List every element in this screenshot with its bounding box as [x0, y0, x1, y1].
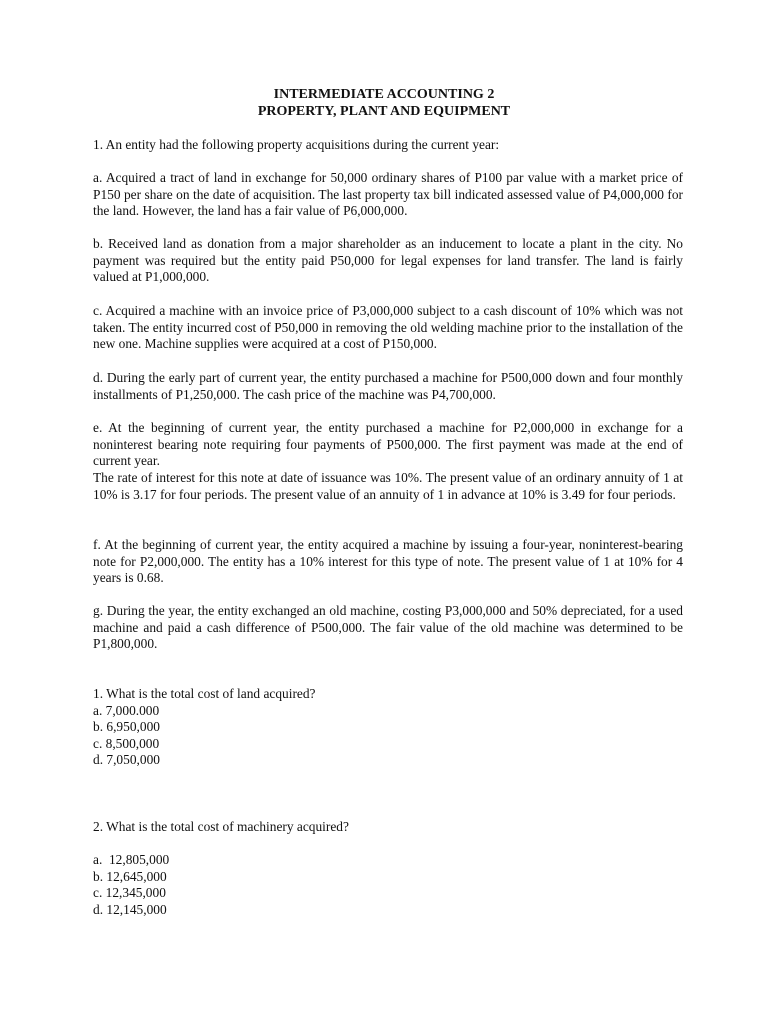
item-e-rate-paragraph: The rate of interest for this note at date of issuance was 10%. The present value of an ordinary annuity of 1 at 10% is 3.17 for four periods. The present value of an annuity of 1 in advance at 10% is 3.49 for four periods. — [93, 470, 683, 502]
q2-option-d: d. 12,145,000 — [93, 902, 167, 917]
item-c-paragraph: c. Acquired a machine with an invoice price of P3,000,000 subject to a cash discount of 10% which was not taken. The entity incurred cost of P50,000 in removing the old welding machine prior to the installation of the new one. Machine supplies were acquired at a cost of P150,000. — [93, 303, 683, 352]
intro-paragraph: 1. An entity had the following property acquisitions during the current year: — [93, 137, 500, 152]
q1-option-c: c. 8,500,000 — [93, 736, 160, 751]
q1-option-b: b. 6,950,000 — [93, 719, 160, 734]
item-f-paragraph: f. At the beginning of current year, the entity acquired a machine by issuing a four-year, noninterest-bearing note for P2,000,000. The entity has a 10% interest for this type of note. The present value of 1 at 10% for 4 years is 0.68. — [93, 537, 683, 586]
item-e-paragraph: e. At the beginning of current year, the entity purchased a machine for P2,000,000 in exchange for a noninterest bearing note requiring four payments of P500,000. The first payment was made at the end of current year. — [93, 420, 683, 469]
q2-option-c: c. 12,345,000 — [93, 885, 166, 900]
q1-option-a: a. 7,000.000 — [93, 703, 160, 718]
item-a-paragraph: a. Acquired a tract of land in exchange for 50,000 ordinary shares of P100 par value with a market price of P150 per share on the date of acquisition. The last property tax bill indicated assessed value of P4,000,000 for the land. However, the land has a fair value of P6,000,000. — [93, 170, 683, 219]
q2-option-a: a. 12,805,000 — [93, 852, 170, 867]
q1-option-d: d. 7,050,000 — [93, 752, 160, 767]
item-b-paragraph: b. Received land as donation from a major shareholder as an inducement to locate a plant in the city. No payment was required but the entity paid P50,000 for legal expenses for land transfer. The land is fairly valued at P1,000,000. — [93, 236, 683, 285]
item-d-paragraph: d. During the early part of current year, the entity purchased a machine for P500,000 down and four monthly installments of P1,250,000. The cash price of the machine was P4,700,000. — [93, 370, 683, 402]
q2-option-b: b. 12,645,000 — [93, 869, 167, 884]
item-g-paragraph: g. During the year, the entity exchanged an old machine, costing P3,000,000 and 50% depreciated, for a used machine and paid a cash difference of P500,000. The fair value of the old machine was determined to be P1,800,000. — [93, 603, 683, 652]
question-1: 1. What is the total cost of land acquired? — [93, 686, 316, 701]
document-title: INTERMEDIATE ACCOUNTING 2 — [273, 87, 495, 102]
question-2: 2. What is the total cost of machinery acquired? — [93, 819, 349, 834]
document-subtitle: PROPERTY, PLANT AND EQUIPMENT — [257, 104, 511, 119]
